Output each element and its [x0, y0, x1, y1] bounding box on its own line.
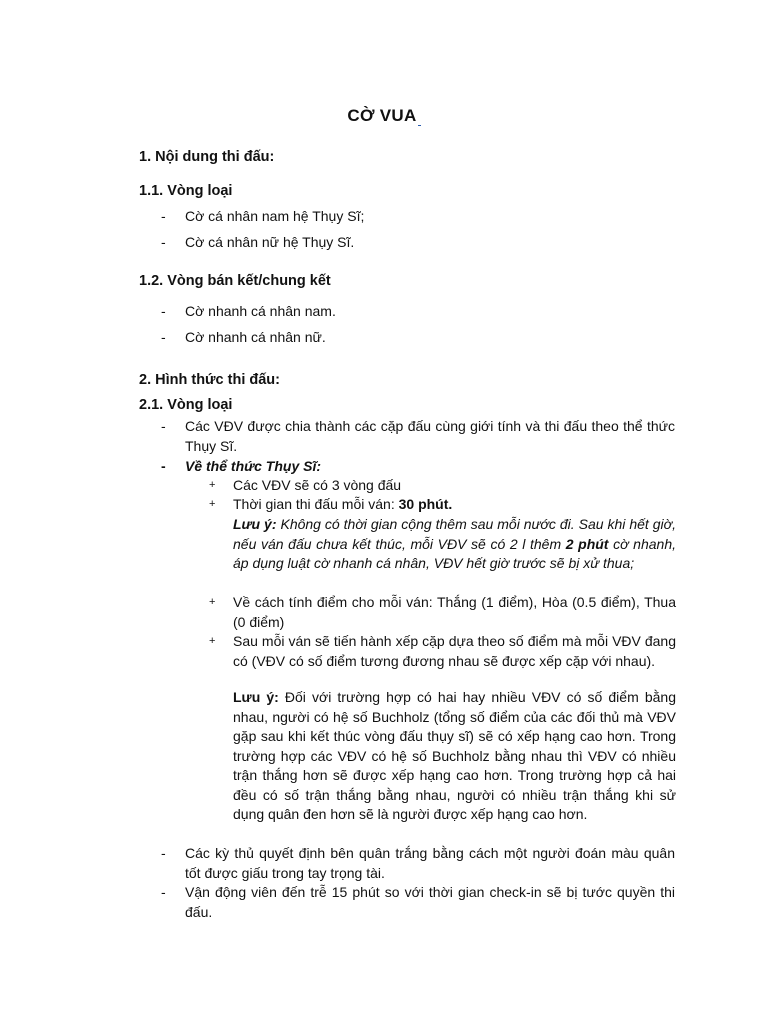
- list-bullet: -: [161, 845, 166, 861]
- list-bullet: -: [161, 884, 166, 900]
- list-bullet: -: [161, 329, 166, 345]
- sub-item: Sau mỗi ván sẽ tiến hành xếp cặp dựa theo số điểm mà mỗi VĐV đang có (VĐV có số điểm tương đương nhau sẽ được xếp cặp với nhau).: [233, 633, 676, 669]
- sub-item: Thời gian thi đấu mỗi ván: 30 phút.: [233, 496, 453, 512]
- list-bullet: -: [161, 418, 166, 434]
- sub-item: Các VĐV sẽ có 3 vòng đấu: [233, 477, 402, 493]
- document-title: CỜ VUA: [0, 106, 768, 126]
- list-item: Cờ nhanh cá nhân nữ.: [185, 329, 326, 345]
- list-item-heading: Về thể thức Thụy Sĩ:: [185, 458, 322, 474]
- section-1-heading: 1. Nội dung thi đấu:: [139, 149, 275, 165]
- list-bullet: -: [161, 208, 166, 224]
- list-bullet: -: [161, 303, 166, 319]
- section-2-heading: 2. Hình thức thi đấu:: [139, 372, 280, 388]
- section-1-2-heading: 1.2. Vòng bán kết/chung kết: [139, 273, 331, 289]
- section-2-1-heading: 2.1. Vòng loại: [139, 397, 233, 413]
- list-bullet: -: [161, 458, 166, 474]
- sub-item: Về cách tính điểm cho mỗi ván: Thắng (1 điểm), Hòa (0.5 điểm), Thua (0 điểm): [233, 594, 676, 630]
- list-item: Các kỳ thủ quyết định bên quân trắng bằng cách một người đoán màu quân tốt được giấu trong tay trọng tài.: [185, 845, 675, 881]
- list-item: Cờ cá nhân nữ hệ Thụy Sĩ.: [185, 234, 355, 250]
- note-paragraph: Lưu ý: Không có thời gian cộng thêm sau mỗi nước đi. Sau khi hết giờ, nếu ván đấu chưa kết thúc, mỗi VĐV sẽ có 2 l thêm 2 phút cờ nhanh, áp dụng luật cờ nhanh cá nhân, VĐV hết giờ trước sẽ bị xử thua;: [233, 516, 677, 571]
- list-item: Vận động viên đến trễ 15 phút so với thời gian check-in sẽ bị tước quyền thi đấu.: [185, 884, 675, 920]
- sub-bullet: +: [209, 596, 216, 608]
- list-item: Cờ nhanh cá nhân nam.: [185, 303, 336, 319]
- sub-bullet: +: [209, 635, 216, 647]
- list-item: Cờ cá nhân nam hệ Thụy Sĩ;: [185, 208, 365, 224]
- section-1-1-heading: 1.1. Vòng loại: [139, 183, 233, 199]
- list-item: Các VĐV được chia thành các cặp đấu cùng giới tính và thi đấu theo thể thức Thụy Sĩ.: [185, 418, 675, 454]
- sub-bullet: +: [209, 498, 216, 510]
- note-paragraph: Lưu ý: Đối với trường hợp có hai hay nhiều VĐV có số điểm bằng nhau, người có hệ số Buchholz (tổng số điểm của các đối thủ mà VĐV gặp sau khi kết thúc vòng đấu thụy sĩ) sẽ có xếp hạng cao hơn. Trong trường hợp các VĐV có hệ số Buchholz bằng nhau thì VĐV có nhiều trận thắng hơn sẽ được xếp hạng cao hơn. Trong trường hợp cả hai đều có số trận thắng bằng nhau, người có nhiều trận thắng khi sử dụng quân đen hơn sẽ là người được xếp hạng cao hơn.: [233, 689, 676, 822]
- sub-bullet: +: [209, 479, 216, 491]
- list-bullet: -: [161, 234, 166, 250]
